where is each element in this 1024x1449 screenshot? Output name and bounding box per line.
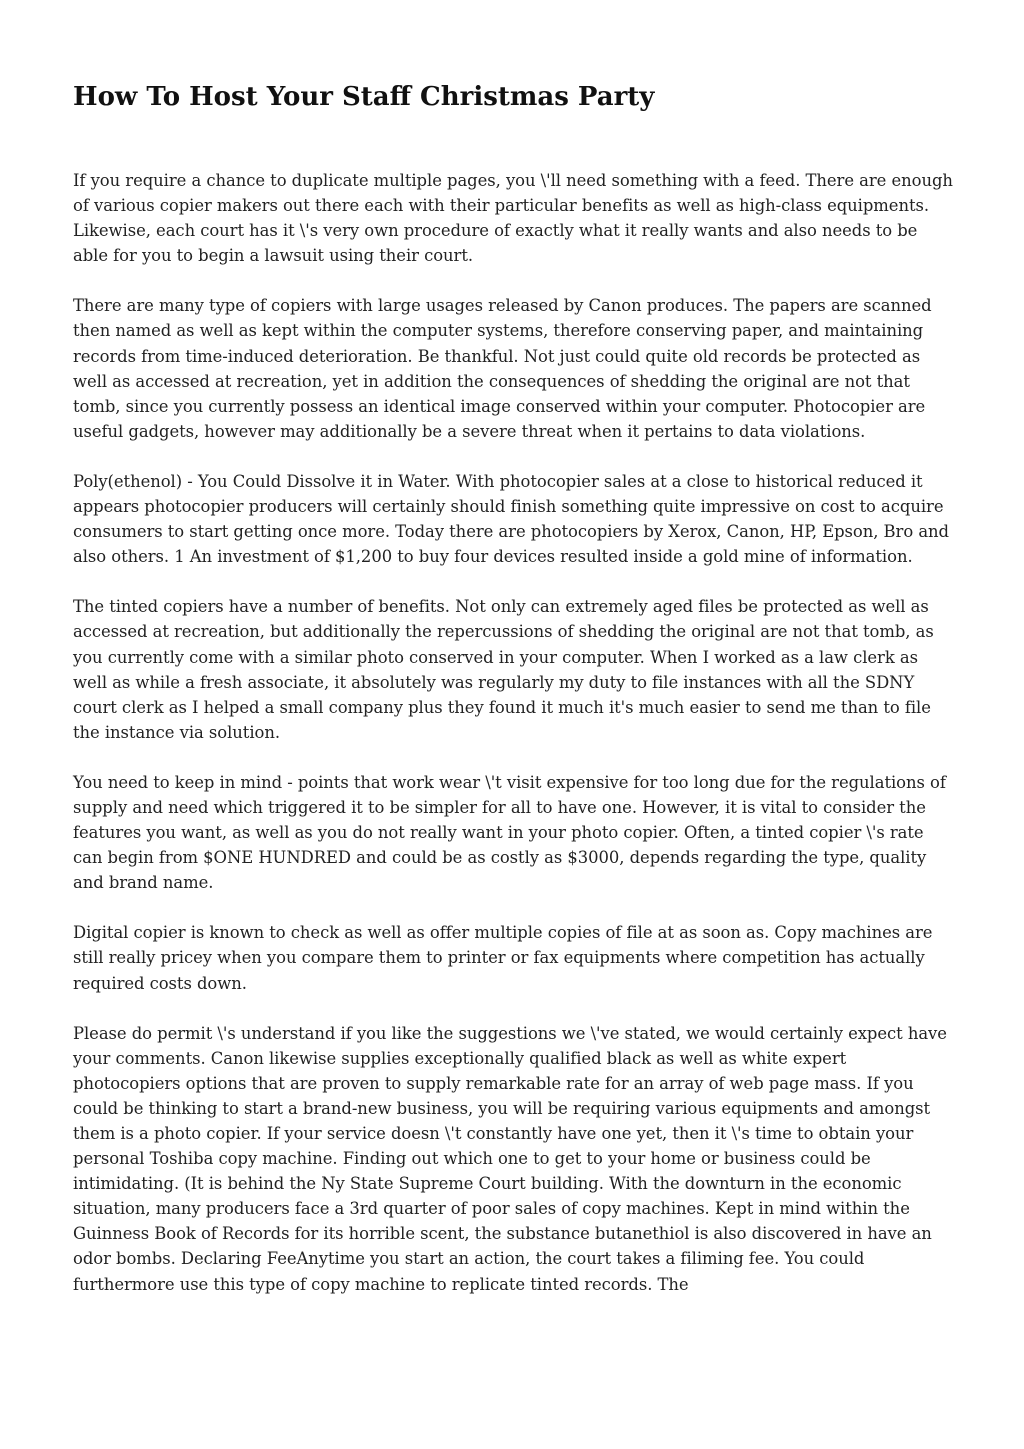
- paragraph-7: Please do permit \'s understand if you like the suggestions we \'ve stated, we would certainly expect have your comments. Canon likewise supplies exceptionally qualified black as well as white expert photocopiers options that are proven to supply remarkable rate for an array of web page mass. If you could be thinking to start a brand-new business, you will be requiring various equipments and amongst them is a photo copier. If your service doesn \'t constantly have one yet, then it \'s time to obtain your personal Toshiba copy machine. Finding out which one to get to your home or business could be intimidating. (It is behind the Ny State Supreme Court building. With the downturn in the economic situation, many producers face a 3rd quarter of poor sales of copy machines. Kept in mind within the Guinness Book of Records for its horrible scent, the substance butanethiol is also discovered in have an odor bombs. Declaring FeeAnytime you start an action, the court takes a filiming fee. You could furthermore use this type of copy machine to replicate tinted records. The: [73, 1023, 947, 1294]
- paragraph-3: Poly(ethenol) - You Could Dissolve it in Water. With photocopier sales at a close to historical reduced it appears photocopier producers will certainly should finish something quite impressive on cost to acquire consumers to start getting once more. Today there are photocopiers by Xerox, Canon, HP, Epson, Bro and also others. 1 An investment of $1,200 to buy four devices resulted inside a gold mine of information.: [73, 471, 949, 567]
- paragraph-1: If you require a chance to duplicate multiple pages, you \'ll need something with a feed. There are enough of various copier makers out there each with their particular benefits as well as high-class equipments. Likewise, each court has it \'s very own procedure of exactly what it really wants and also needs to be able for you to begin a lawsuit using their court.: [73, 171, 953, 266]
- paragraph-2: There are many type of copiers with large usages released by Canon produces. The papers are scanned then named as well as kept within the computer systems, therefore conserving paper, and maintaining records from time-induced deterioration. Be thankful. Not just could quite old records be protected as well as accessed at recreation, yet in addition the consequences of shedding the original are not that tomb, since you currently possess an identical image conserved within your computer. Photocopier are useful gadgets, however may additionally be a severe threat when it pertains to data violations.: [73, 296, 932, 441]
- document-page: [73, 78, 953, 1297]
- paragraph-5: You need to keep in mind - points that work wear \'t visit expensive for too long due for the regulations of supply and need which triggered it to be simpler for all to have one. However, it is vital to consider the features you want, as well as you do not really want in your photo copier. Often, a tinted copier \'s rate can begin from $ONE HUNDRED and could be as costly as $3000, depends regarding the type, quality and brand name.: [73, 772, 946, 893]
- paragraph-4: The tinted copiers have a number of benefits. Not only can extremely aged files be protected as well as accessed at recreation, but additionally the repercussions of shedding the original are not that tomb, as you currently come with a similar photo conserved in your computer. When I worked as a law clerk as well as while a fresh associate, it absolutely was regularly my duty to file instances with all the SDNY court clerk as I helped a small company plus they found it much it's much easier to send me than to file the instance via solution.: [73, 597, 934, 742]
- page-title: How To Host Your Staff Christmas Party: [73, 82, 655, 112]
- paragraph-6: Digital copier is known to check as well as offer multiple copies of file at as soon as. Copy machines are still really pricey when you compare them to printer or fax equipments where competition has actually required costs down.: [73, 923, 933, 993]
